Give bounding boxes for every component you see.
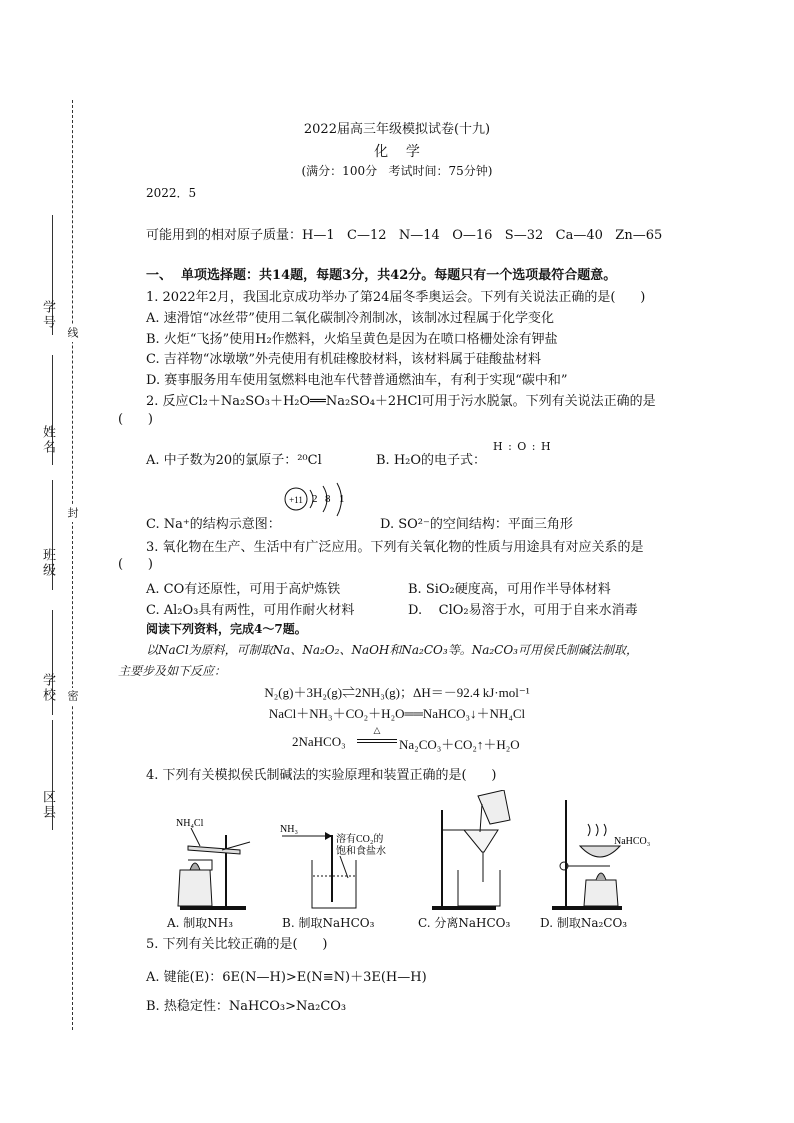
alcohol-lamp-d [584, 880, 618, 906]
beaker-b [312, 860, 356, 908]
subject-title: 化 学 [374, 144, 420, 160]
caption-c: C. 分离NaHCO₃ [418, 916, 511, 930]
q1-option-d: D. 赛事服务用车使用氢燃料电池车代替普通燃油车，有利于实现“碳中和” [146, 373, 568, 388]
q1-option-a: A. 速滑馆“冰丝带”使用二氧化碳制冷剂制冰，该制冰过程属于化学变化 [146, 311, 554, 326]
caption-a: A. 制取NH₃ [167, 916, 234, 930]
secret-mark: 密 [66, 690, 79, 703]
equation-3-right: Na₂CO₃＋CO₂↑＋H₂O [399, 737, 520, 752]
co2-solution-label-2: 饱和食盐水 [336, 846, 386, 857]
name-label: 姓名 [40, 425, 55, 455]
q2-option-b: B. H₂O的电子式： [376, 453, 487, 468]
equals-bottom-bar [357, 742, 397, 743]
evaporating-dish-d [580, 846, 620, 857]
q5-option-a: A. 键能(E)：6E(N—H)>E(N≡N)＋3E(H—H) [146, 970, 427, 985]
q3-option-b: B. SiO₂硬度高，可用作半导体材料 [408, 582, 611, 597]
apparatus-d [552, 800, 650, 910]
q3-option-a: A. CO有还原性，可用于高炉炼铁 [146, 582, 341, 597]
student-id-label: 学号 [40, 300, 55, 330]
steam-d [588, 824, 606, 836]
sodium-ion-structure-diagram [282, 480, 362, 526]
pouring-beaker-c [478, 790, 510, 824]
q5-option-b: B. 热稳定性：NaHCO₃>Na₂CO₃ [146, 999, 347, 1014]
q2-stem: 2. 反应Cl₂＋Na₂SO₃＋H₂O══Na₂SO₄＋2HCl可用于污水脱氯。下列有关说法正确的是 [146, 394, 656, 409]
q2-option-a: A. 中子数为20的氯原子：²⁰Cl [146, 453, 322, 468]
pointer-line-b [340, 856, 348, 878]
reading-line-1: 以NaCl为原料，可制取Na、Na₂O₂、NaOH和Na₂CO₃等。Na₂CO₃可用侯氏制碱法制取， [146, 643, 638, 657]
q2-paren: ( ) [118, 412, 153, 427]
section-one-heading: 一、 单项选择题：共14题，每题3分，共42分。每题只有一个选项最符合题意。 [146, 268, 617, 283]
equals-top-bar [357, 739, 397, 740]
q1-option-b: B. 火炬“飞扬”使用H₂作燃料，火焰呈黄色是因为在喷口格栅处涂有钾盐 [146, 332, 558, 347]
apparatus-figures [160, 790, 660, 915]
reading-intro: 阅读下列资料，完成4～7题。 [146, 622, 307, 636]
shell-electrons-2: 8 [325, 493, 331, 505]
line-mark: 线 [66, 327, 79, 340]
equation-sodium-bicarbonate: NaCl＋NH₃＋CO₂＋H₂O══NaHCO₃↓＋NH₄Cl [268, 706, 526, 721]
equation-3-left: 2NaHCO₃ [292, 734, 346, 749]
apparatus-b [280, 824, 386, 908]
nahco3-label: NaHCO₃ [614, 836, 651, 847]
stand-base-d [552, 906, 622, 910]
q4-stem: 4. 下列有关模拟侯氏制碱法的实验原理和装置正确的是( ) [146, 768, 497, 783]
q3-option-d: D. ClO₂易溶于水，可用于自来水消毒 [408, 603, 638, 618]
heat-condition: △ [373, 726, 381, 736]
caption-d: D. 制取Na₂CO₃ [540, 916, 628, 930]
q3-paren: ( ) [118, 557, 153, 572]
flame-a [190, 863, 200, 870]
delivery-tube-b [328, 836, 332, 902]
beaker-c [458, 870, 500, 906]
shell-electrons-3: 1 [339, 493, 345, 505]
pointer-line-a [191, 828, 200, 846]
reading-line-2: 主要步及如下反应： [118, 664, 227, 678]
q2-option-d: D. SO²⁻的空间结构：平面三角形 [380, 517, 573, 532]
exam-date: 2022．5 [146, 186, 197, 200]
apparatus-a [176, 818, 250, 910]
district-label: 区县 [40, 790, 55, 820]
nucleus-charge: +11 [289, 495, 303, 505]
nh4cl-label: NH₄Cl [176, 818, 204, 829]
q3-option-c: C. Al₂O₃具有两性，可用作耐火材料 [146, 603, 355, 618]
q2-option-c: C. Na⁺的结构示意图： [146, 517, 281, 532]
stand-base-a [180, 906, 246, 910]
alcohol-lamp-a [178, 870, 212, 906]
seal-mark: 封 [66, 507, 79, 520]
co2-solution-label-1: 溶有CO₂的 [336, 834, 384, 845]
exam-title: 2022届高三年级模拟试卷(十九) [303, 122, 491, 137]
nh3-label: NH₃ [280, 824, 298, 835]
caption-b: B. 制取NaHCO₃ [282, 916, 375, 930]
equation-3-arrow [357, 727, 397, 743]
exam-meta: (满分：100分 考试时间：75分钟) [301, 164, 493, 178]
flame-d [596, 873, 606, 880]
apparatus-c [432, 790, 510, 910]
funnel-c [464, 830, 498, 852]
shell-electrons-1: 2 [312, 493, 318, 505]
water-electron-formula: H : O : H [493, 440, 552, 453]
q1-option-c: C. 吉祥物“冰墩墩”外壳使用有机硅橡胶材料，该材料属于硅酸盐材料 [146, 352, 542, 367]
binding-dashed-line [72, 100, 73, 1030]
glass-rod-c [480, 804, 482, 832]
equation-ammonia-synthesis: N₂(g)＋3H₂(g)⇌2NH₃(g)；ΔH＝－92.4 kJ·mol⁻¹ [264, 685, 530, 700]
stand-base-c [432, 906, 496, 910]
q1-stem: 1. 2022年2月，我国北京成功举办了第24届冬季奥运会。下列有关说法正确的是( ) [146, 290, 646, 305]
class-label: 班级 [40, 548, 55, 578]
q3-stem: 3. 氧化物在生产、生活中有广泛应用。下列有关氧化物的性质与用途具有对应关系的是 [146, 540, 644, 555]
school-label: 学校 [40, 673, 55, 703]
q5-stem: 5. 下列有关比较正确的是( ) [146, 937, 328, 952]
atomic-mass-line: 可能用到的相对原子质量：H—1 C—12 N—14 O—16 S—32 Ca—40 Zn—65 [146, 228, 663, 243]
